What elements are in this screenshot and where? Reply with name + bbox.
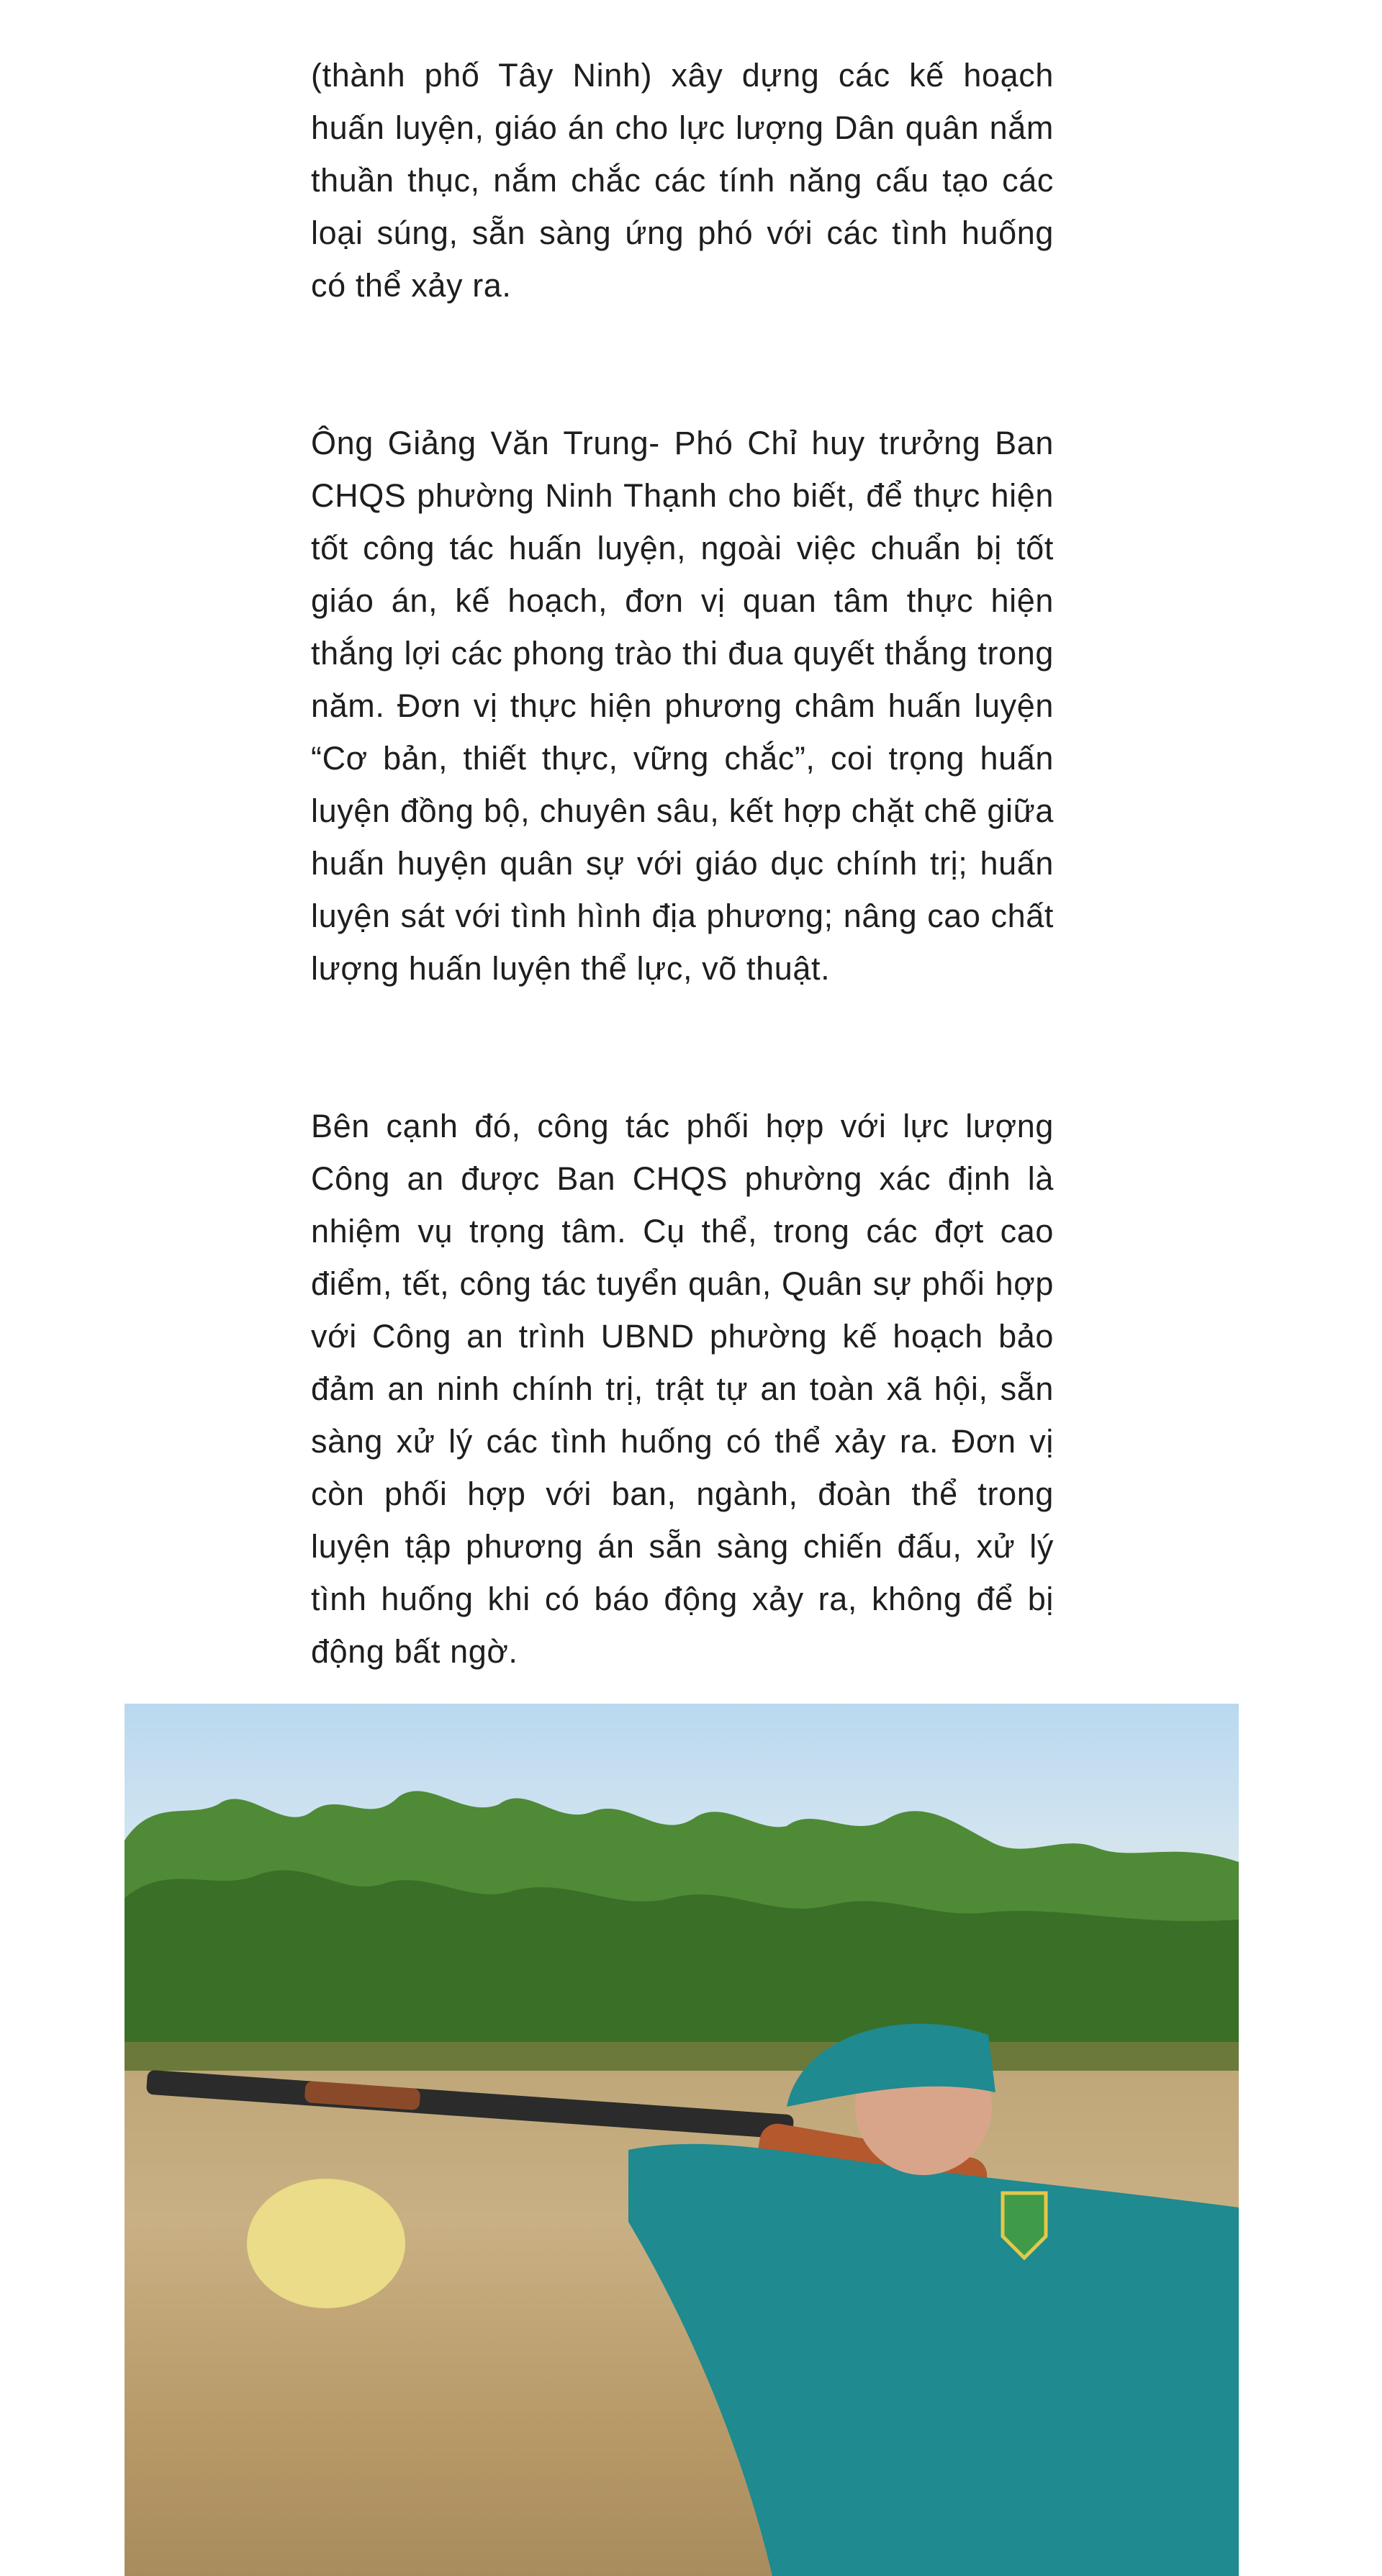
paragraph: Ông Giảng Văn Trung- Phó Chỉ huy trưởng Ban CHQS phường Ninh Thạnh cho biết, để thực hiện tốt công tác huấn luyện, ngoài việc chuẩn bị tốt giáo án, kế hoạch, đơn vị quan tâm thực hiện thắng lợi các phong trào thi đua quyết thắng trong năm. Đơn vị thực hiện phương châm huấn luyện “Cơ bản, thiết thực, vững chắc”, coi trọng huấn luyện đồng bộ, chuyên sâu, kết hợp chặt chẽ giữa huấn huyện quân sự với giáo dục chính trị; huấn luyện sát với tình hình địa phương; nâng cao chất lượng huấn luyện thể lực, võ thuật.: [311, 425, 1054, 987]
article-body: [311, 49, 1054, 1783]
uniform: [628, 2144, 1239, 2576]
article-photo-soldier-shooting: [125, 1704, 1239, 2576]
sandbag: [247, 2179, 405, 2308]
paragraph: Bên cạnh đó, công tác phối hợp với lực lượng Công an được Ban CHQS phường xác định là nhiệm vụ trọng tâm. Cụ thể, trong các đợt cao điểm, tết, công tác tuyển quân, Quân sự phối hợp với Công an trình UBND phường kế hoạch bảo đảm an ninh chính trị, trật tự an toàn xã hội, sẵn sàng xử lý các tình huống có thể xảy ra. Đơn vị còn phối hợp với ban, ngành, đoàn thể trong luyện tập phương án sẵn sàng chiến đấu, xử lý tình huống khi có báo động xảy ra, không để bị động bất ngờ.: [311, 1108, 1054, 1670]
soldier-with-rifle: [125, 1704, 1239, 2576]
paragraph: (thành phố Tây Ninh) xây dựng các kế hoạch huấn luyện, giáo án cho lực lượng Dân quân nắm thuần thục, nắm chắc các tính năng cấu tạo các loại súng, sẵn sàng ứng phó với các tình huống có thể xảy ra.: [311, 57, 1054, 304]
rifle: [146, 2070, 794, 2140]
